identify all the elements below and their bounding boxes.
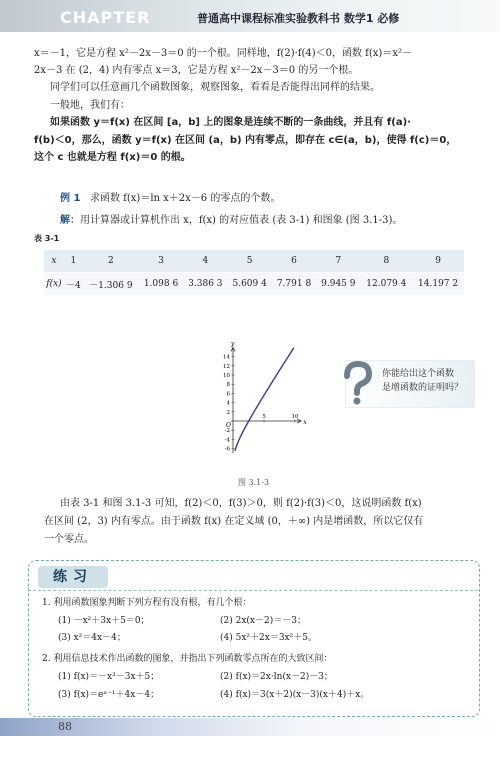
table-cell-x-5: 5 [228, 250, 272, 273]
table-cell-x-9: 9 [412, 250, 464, 273]
example-heading [60, 192, 280, 206]
y-tick-label-3: 8 [226, 382, 230, 389]
conclusion-line-1: 由表 3-1 和图 3.1-3 可知，f(2)＜0，f(3)＞0，则 f(2)·f(3)＜0，这说明函数 f(x) [60, 498, 422, 509]
chapter-label: CHAPTER [60, 8, 151, 27]
theorem-line-1: 如果函数 y＝f(x) 在区间 [a，b] 上的图象是连续不断的一条曲线，并且有 f(a)· [50, 117, 411, 128]
solution-line [60, 214, 402, 228]
conclusion-line-2: 在区间 (2，3) 内有零点。由于函数 f(x) 在定义域 (0，＋∞) 内是增函数，所以它仅有 [44, 516, 424, 527]
y-tick-label-1: 12 [223, 363, 230, 370]
table-row-fx [44, 273, 464, 296]
table-cell-x-3: 3 [139, 250, 183, 273]
table-cell-fx-0: f(x) [44, 273, 64, 296]
book-title: 普通高中课程标准实验教科书 数学1 必修 [197, 12, 400, 25]
exercise-q1c: (3) x²＝4x－4； [58, 633, 126, 643]
page-header [0, 0, 500, 32]
y-tick-label-4: 6 [226, 391, 230, 398]
exercise-q2a: (1) f(x)＝－x³－3x＋5； [58, 672, 160, 682]
conclusion-line-3: 一个零点。 [44, 534, 94, 545]
value-table [44, 250, 464, 295]
table-cell-x-7: 7 [316, 250, 360, 273]
table-cell-fx-1: －4 [64, 273, 83, 296]
page-number: 88 [58, 720, 72, 733]
table-cell-x-1: 1 [64, 250, 83, 273]
y-axis-label: y [231, 340, 235, 348]
origin-label: O [226, 422, 231, 429]
figure-caption: 图 3.1-3 [238, 478, 270, 487]
exercise-q1d: (4) 5x²＋2x＝3x²＋5。 [220, 633, 317, 643]
tip-line-1: 你能给出这个函数 [382, 369, 455, 379]
y-tick-label-7: -2 [224, 428, 230, 435]
example-text: 求函数 f(x)＝ln x＋2x－6 的零点的个数。 [90, 193, 281, 204]
solution-text: 用计算器或计算机作出 x，f(x) 的对应值表 (表 3-1) 和图象 (图 3.1-3)。 [80, 215, 403, 226]
question-mark-icon [340, 360, 374, 406]
solution-label: 解： [60, 215, 80, 226]
y-tick-label-2: 10 [223, 373, 230, 379]
tip-text [382, 367, 463, 395]
x-axis-label: x [303, 419, 307, 426]
tip-line-2: 是增函数的证明吗？ [382, 383, 464, 393]
table-cell-x-8: 8 [360, 250, 412, 273]
table-cell-fx-2: －1.306 9 [83, 273, 139, 296]
exercise-title: 练习 [38, 566, 108, 588]
y-tick-label-8: -4 [224, 437, 230, 444]
table-cell-fx-4: 3.386 3 [183, 273, 227, 296]
table-cell-x-2: 2 [83, 250, 139, 273]
intro-line-4: 一般地，我们有： [50, 100, 130, 111]
table-cell-fx-6: 7.791 8 [272, 273, 316, 296]
exercise-divider [28, 590, 478, 591]
table-cell-fx-5: 5.609 4 [228, 273, 272, 296]
y-tick-label-6: 2 [226, 409, 230, 416]
table-cell-fx-8: 12.079 4 [360, 273, 412, 296]
table-cell-x-0: x [44, 250, 64, 273]
table-cell-fx-7: 9.945 9 [316, 273, 360, 296]
x-tick-label-1: 10 [291, 414, 299, 420]
theorem-line-3: 这个 c 也就是方程 f(x)＝0 的根。 [34, 152, 191, 163]
exercise-q2: 2. 利用信息技术作出函数的图象，并指出下列函数零点所在的大致区间： [42, 654, 333, 664]
exercise-q1: 1. 利用函数图象判断下列方程有没有根，有几个根： [42, 598, 252, 608]
exercise-q2b: (2) f(x)＝2x·ln(x－2)－3； [220, 672, 333, 682]
exercise-q2c: (3) f(x)＝eˣ⁻¹＋4x－4； [58, 690, 160, 700]
y-tick-label-5: 4 [226, 400, 230, 407]
footer-bar [0, 718, 500, 736]
table-cell-x-6: 6 [272, 250, 316, 273]
exercise-q1a: (1) －x²＋3x＋5＝0； [58, 616, 150, 626]
exercise-q1b: (2) 2x(x－2)＝－3； [220, 616, 306, 626]
intro-line-1: x＝－1，它是方程 x²－2x－3＝0 的一个根。同样地，f(2)·f(4)＜0，函数 f(x)＝x²－ [34, 48, 412, 59]
theorem-line-2: f(b)＜0，那么，函数 y＝f(x) 在区间 (a，b) 内有零点，即存在 c∈(a，b)，使得 f(c)＝0， [34, 135, 457, 146]
table-label: 表 3-1 [34, 234, 60, 243]
example-label: 例 1 [60, 193, 81, 204]
function-graph [205, 323, 315, 473]
table-cell-x-4: 4 [183, 250, 227, 273]
table-row-x [44, 250, 464, 273]
y-tick-label-9: -6 [224, 446, 230, 453]
y-tick-label-0: 14 [223, 354, 230, 361]
intro-line-3: 同学们可以任意画几个函数图象，观察图象，看看是否能得出同样的结果。 [50, 82, 380, 93]
exercise-q2d: (4) f(x)＝3(x＋2)(x－3)(x＋4)＋x。 [220, 690, 370, 700]
table-cell-fx-9: 14.197 2 [412, 273, 464, 296]
x-tick-label-0: 5 [262, 414, 266, 420]
function-curve [235, 348, 294, 451]
intro-line-2: 2x－3 在 (2，4) 内有零点 x＝3，它是方程 x²－2x－3＝0 的另一个根。 [34, 65, 359, 76]
table-cell-fx-3: 1.098 6 [139, 273, 183, 296]
